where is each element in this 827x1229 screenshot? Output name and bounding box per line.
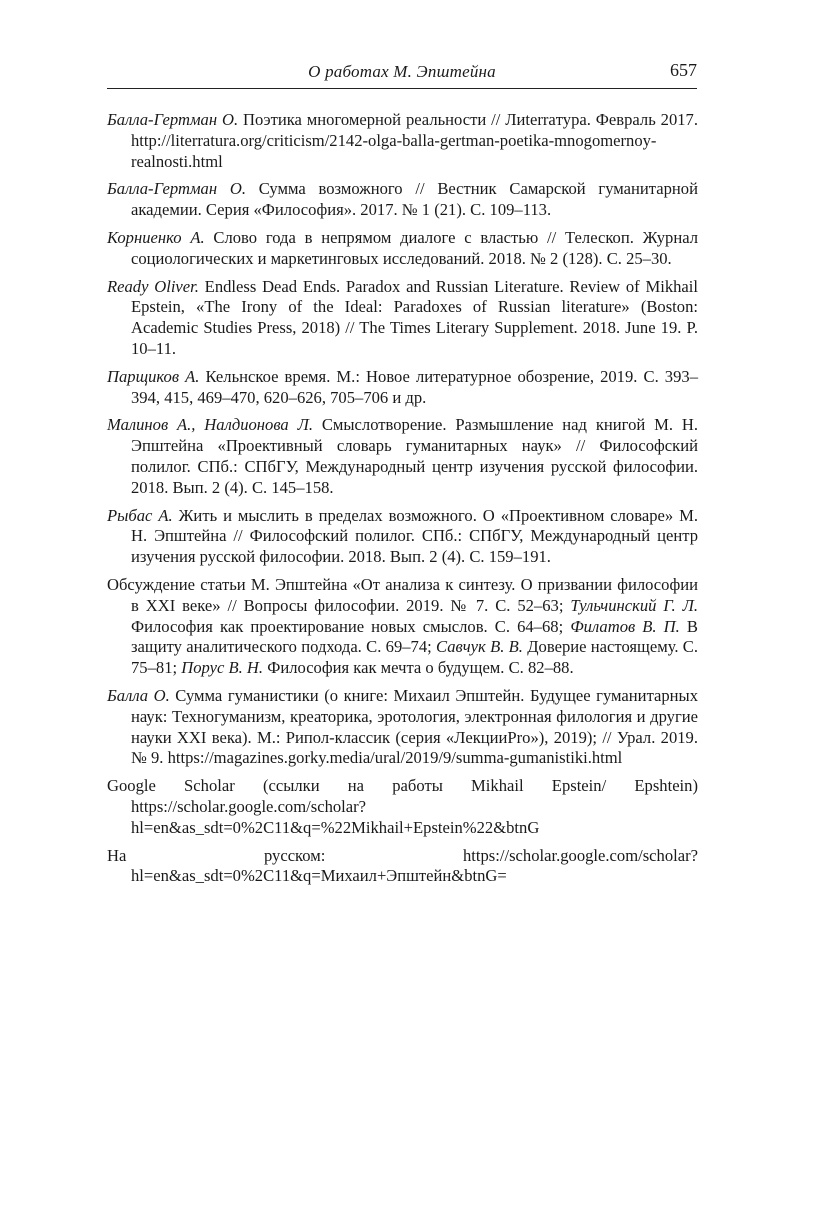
reference-text: Философия как проектирование новых смыслов. С. 64–68; — [131, 616, 571, 636]
running-title: О работах М. Эпштейна — [308, 62, 496, 81]
reference-entry — [107, 575, 698, 679]
reference-author: Балла О. — [107, 685, 170, 705]
reference-author: Малинов А., Налдионова Л. — [107, 415, 313, 435]
reference-list — [107, 110, 698, 894]
reference-text: Поэтика многомерной реальности // Лиterraтура. Февраль 2017. http://literratura.org/criticism/2142-olga-balla-gertman-poetika-mnogomernoy-realnosti.html — [131, 110, 698, 171]
reference-text: Доверие настоящему. С. 75–81; — [131, 637, 698, 678]
reference-text: На русском: https://scholar.google.com/scholar?hl=en&as_sdt=0%2C11&q=Михаил+Эпштейн&btnG= — [107, 845, 698, 886]
reference-text: Жить и мыслить в пределах возможного. О «Проективном словаре» М. Н. Эпштейна // Философский полилог. СПб.: СПбГУ, Международный центр изучения русской философии. 2018. Вып. 2 (4). С. 159–191. — [131, 505, 699, 567]
reference-entry — [107, 179, 698, 221]
reference-text: В защиту аналитического подхода. С. 69–74; — [131, 616, 699, 657]
reference-text: Слово года в непрямом диалоге с властью // Телескоп. Журнал социологических и маркетинговых исследований. 2018. № 2 (128). С. 25–30. — [131, 227, 698, 268]
reference-author: Савчук В. В. — [436, 637, 523, 657]
reference-author: Филатов В. П. — [570, 616, 680, 636]
reference-entry — [107, 776, 698, 838]
reference-text: Обсуждение статьи М. Эпштейна «От анализа к синтезу. О призвании философии в XXI веке» // Вопросы философии. 2019. № 7. С. 52–63; — [107, 574, 698, 615]
reference-text: Google Scholar (ссылки на работы Mikhail Epstein/ Epshtein) https://scholar.google.com/scholar?hl=en&as_sdt=0%2C11&q=%22Mikhail+Epstein%22&btnG — [107, 776, 698, 837]
reference-author: Ready Oliver. — [107, 276, 199, 296]
reference-entry — [107, 367, 698, 409]
reference-author: Порус В. Н. — [181, 658, 264, 678]
reference-author: Корниенко А. — [107, 227, 205, 247]
reference-text: Философия как мечта о будущем. С. 82–88. — [263, 658, 574, 678]
reference-text: Сумма возможного // Вестник Самарской гуманитарной академии. Серия «Философия». 2017. № 1 (21). С. 109–113. — [131, 179, 698, 220]
reference-author: Парщиков А. — [107, 366, 200, 386]
reference-author: Рыбас А. — [107, 505, 173, 525]
reference-entry — [107, 415, 698, 498]
reference-text: Сумма гуманистики (о книге: Михаил Эпштейн. Будущее гуманитарных наук: Техногуманизм, креаторика, эротология, электронная филология и другие науки XXI века). М.: Рипол-классик (серия «ЛекцииPro»), 2019); // Урал. 2019. № 9. https://magazines.gorky.media/ural/2019/9/summa-gumanistiki.html — [131, 685, 699, 768]
reference-entry — [107, 228, 698, 270]
reference-text: Смыслотворение. Размышление над книгой М. Н. Эпштейна «Проективный словарь гуманитарных наук» // Философский полилог. СПб.: СПбГУ, Международный центр изучения русской философии. 2018. Вып. 2 (4). С. 145–158. — [131, 415, 698, 497]
reference-author: Тульчинский Г. Л. — [570, 595, 698, 615]
reference-author: Балла-Гертман О. — [107, 179, 246, 199]
reference-author: Балла-Гертман О. — [107, 110, 239, 129]
reference-entry — [107, 506, 698, 568]
reference-text: Endless Dead Ends. Paradox and Russian Literature. Review of Mikhail Epstein, «The Irony of the Ideal: Paradoxes of Russian literature» (Boston: Academic Studies Press, 2018) // The Times Literary Supplement. 2018. June 19. P. 10–11. — [131, 276, 698, 358]
running-header — [107, 58, 697, 89]
reference-text: Кельнское время. М.: Новое литературное обозрение, 2019. С. 393–394, 415, 469–470, 620–626, 705–706 и др. — [131, 366, 698, 407]
reference-entry — [107, 277, 698, 360]
reference-entry — [107, 846, 698, 888]
page-number: 657 — [670, 60, 697, 80]
reference-entry — [107, 686, 698, 769]
reference-entry — [107, 110, 698, 172]
